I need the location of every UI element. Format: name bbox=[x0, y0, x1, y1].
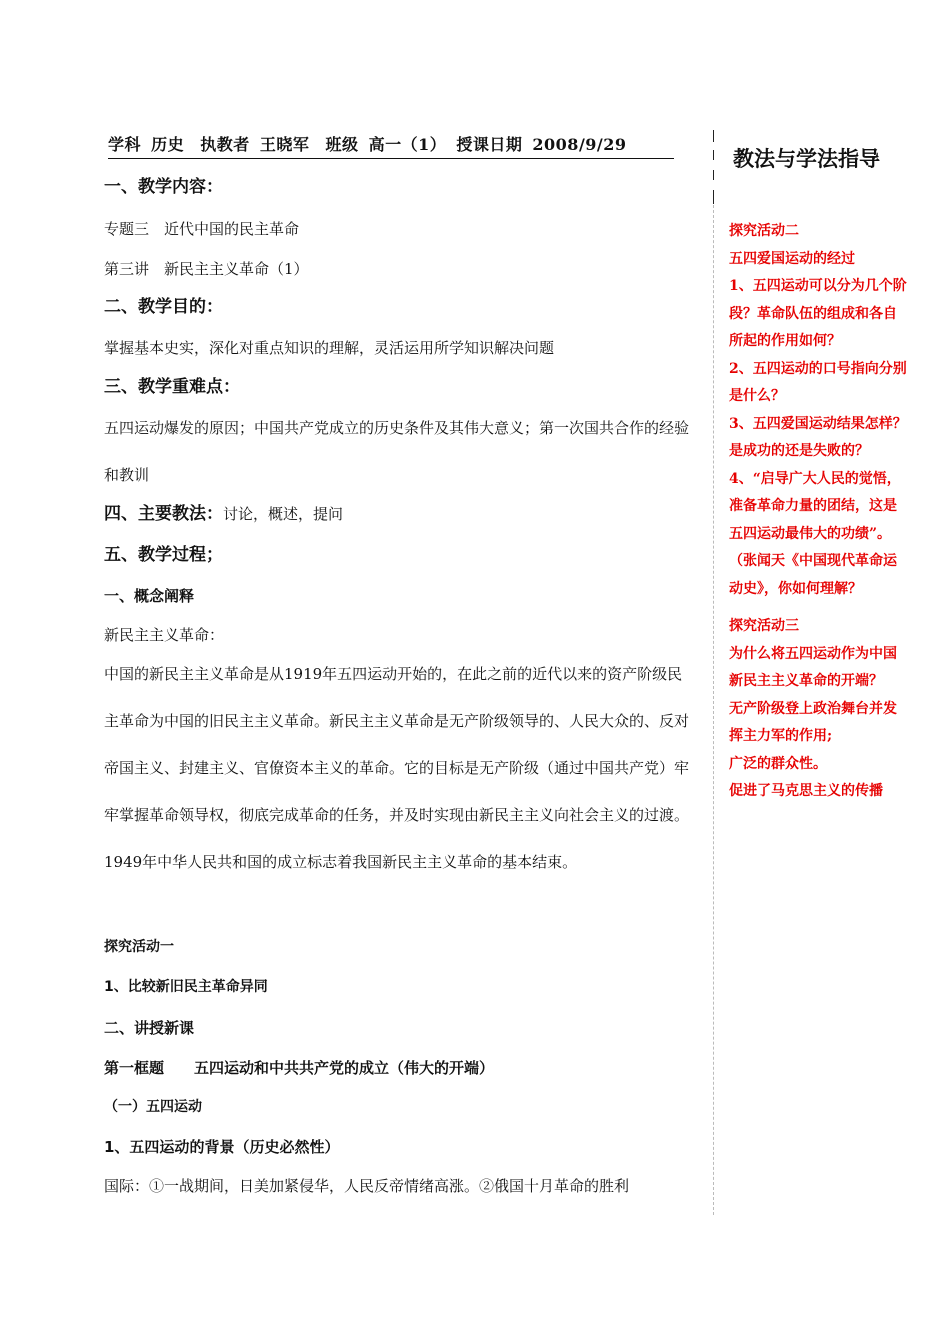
sidebar-item: 无产阶级登上政治舞台并发挥主力军的作用; bbox=[729, 700, 897, 744]
activity-1: 探究活动一 bbox=[104, 939, 174, 955]
concept-text: 中国的新民主主义革命是从1919年五四运动开始的，在此之前的近代以来的资产阶级民主革命为中国的旧民主主义革命。新民主主义革命是无产阶级领导的、人民大众的、反对帝国主义、封建主义、官僚资本主义的革命。它的目标是无产阶级（通过中国共产党）牢牢掌握革命领导权，彻底完成革命的任务，并及时实现由新民主主义向社会主义的过渡。1949年中华人民共和国的成立标志着我国新民主主义革命的基本结束。 bbox=[104, 665, 690, 871]
date-label: 授课日期 bbox=[456, 135, 523, 154]
key-text: 五四运动爆发的原因；中国共产党成立的历史条件及其伟大意义；第一次国共合作的经验和教训 bbox=[104, 419, 690, 484]
key-heading: 三、教学重难点： bbox=[104, 377, 240, 397]
sidebar-item: 五四爱国运动的经过 bbox=[729, 250, 855, 267]
process-heading: 五、教学过程； bbox=[104, 545, 223, 565]
column-divider-dashed bbox=[713, 205, 714, 1215]
date-value: 2008/9/29 bbox=[532, 135, 627, 154]
goal-text: 掌握基本史实，深化对重点知识的理解，灵活运用所学知识解决问题 bbox=[104, 339, 555, 357]
frame-title: 第一框题 五四运动和中共共产党的成立（伟大的开端） bbox=[104, 1059, 495, 1077]
goal-heading: 二、教学目的： bbox=[104, 297, 223, 317]
column-divider-mid2 bbox=[713, 170, 714, 180]
column-divider-mid bbox=[713, 150, 714, 160]
sidebar-item: 广泛的群众性。 bbox=[729, 755, 827, 772]
sub-heading-may-fourth: （一）五四运动 bbox=[104, 1099, 202, 1115]
background-heading: 1、五四运动的背景（历史必然性） bbox=[104, 1138, 340, 1156]
method-heading bbox=[104, 503, 343, 525]
subject-value: 历史 bbox=[151, 135, 185, 154]
sidebar-item: 3、五四爱国运动结果怎样？是成功的还是失败的？ bbox=[729, 415, 907, 459]
sidebar-item: 4、“启导广大人民的觉悟，准备革命力量的团结，这是五四运动最伟大的功绩”。（张闻天《中国现代革命运动史》，你如何理解？ bbox=[729, 470, 901, 597]
sidebar-title: 教法与学法指导 bbox=[733, 146, 880, 171]
sidebar-item: 2、五四运动的口号指向分别是什么？ bbox=[729, 360, 907, 404]
content-line-1: 专题三 近代中国的民主革命 bbox=[104, 220, 300, 238]
background-text: 国际：①一战期间，日美加紧侵华，人民反帝情绪高涨。②俄国十月革命的胜利 bbox=[104, 1177, 630, 1195]
content-line-2: 第三讲 新民主主义革命（1） bbox=[104, 260, 309, 278]
method-heading-label: 四、主要教法： bbox=[104, 504, 223, 524]
concept-term: 新民主主义革命： bbox=[104, 626, 225, 644]
subject-label: 学科 bbox=[108, 135, 142, 154]
teacher-value: 王晓军 bbox=[259, 135, 310, 154]
sidebar-item: 探究活动二 bbox=[729, 223, 799, 239]
sidebar-item: 促进了马克思主义的传播 bbox=[729, 783, 883, 799]
sidebar-item: 1、五四运动可以分为几个阶段？革命队伍的组成和各自所起的作用如何？ bbox=[729, 278, 907, 349]
column-divider-top bbox=[713, 130, 714, 142]
sidebar-spacer bbox=[729, 603, 907, 613]
concept-heading: 一、概念阐释 bbox=[104, 587, 195, 605]
sidebar-item: 探究活动三 bbox=[729, 618, 799, 634]
lecture-heading: 二、讲授新课 bbox=[104, 1019, 195, 1037]
lesson-header bbox=[108, 132, 674, 159]
class-label: 班级 bbox=[325, 135, 359, 154]
method-text: 讨论，概述，提问 bbox=[223, 505, 344, 523]
content-heading: 一、教学内容： bbox=[104, 177, 223, 197]
teacher-label: 执教者 bbox=[200, 135, 250, 154]
sidebar-guidance bbox=[729, 218, 907, 806]
sidebar-item: 为什么将五四运动作为中国新民主主义革命的开端？ bbox=[729, 645, 897, 689]
column-divider-mid3 bbox=[713, 190, 714, 204]
activity-1-question: 1、比较新旧民主革命异同 bbox=[104, 979, 268, 995]
class-value: 高一（1） bbox=[368, 135, 447, 154]
